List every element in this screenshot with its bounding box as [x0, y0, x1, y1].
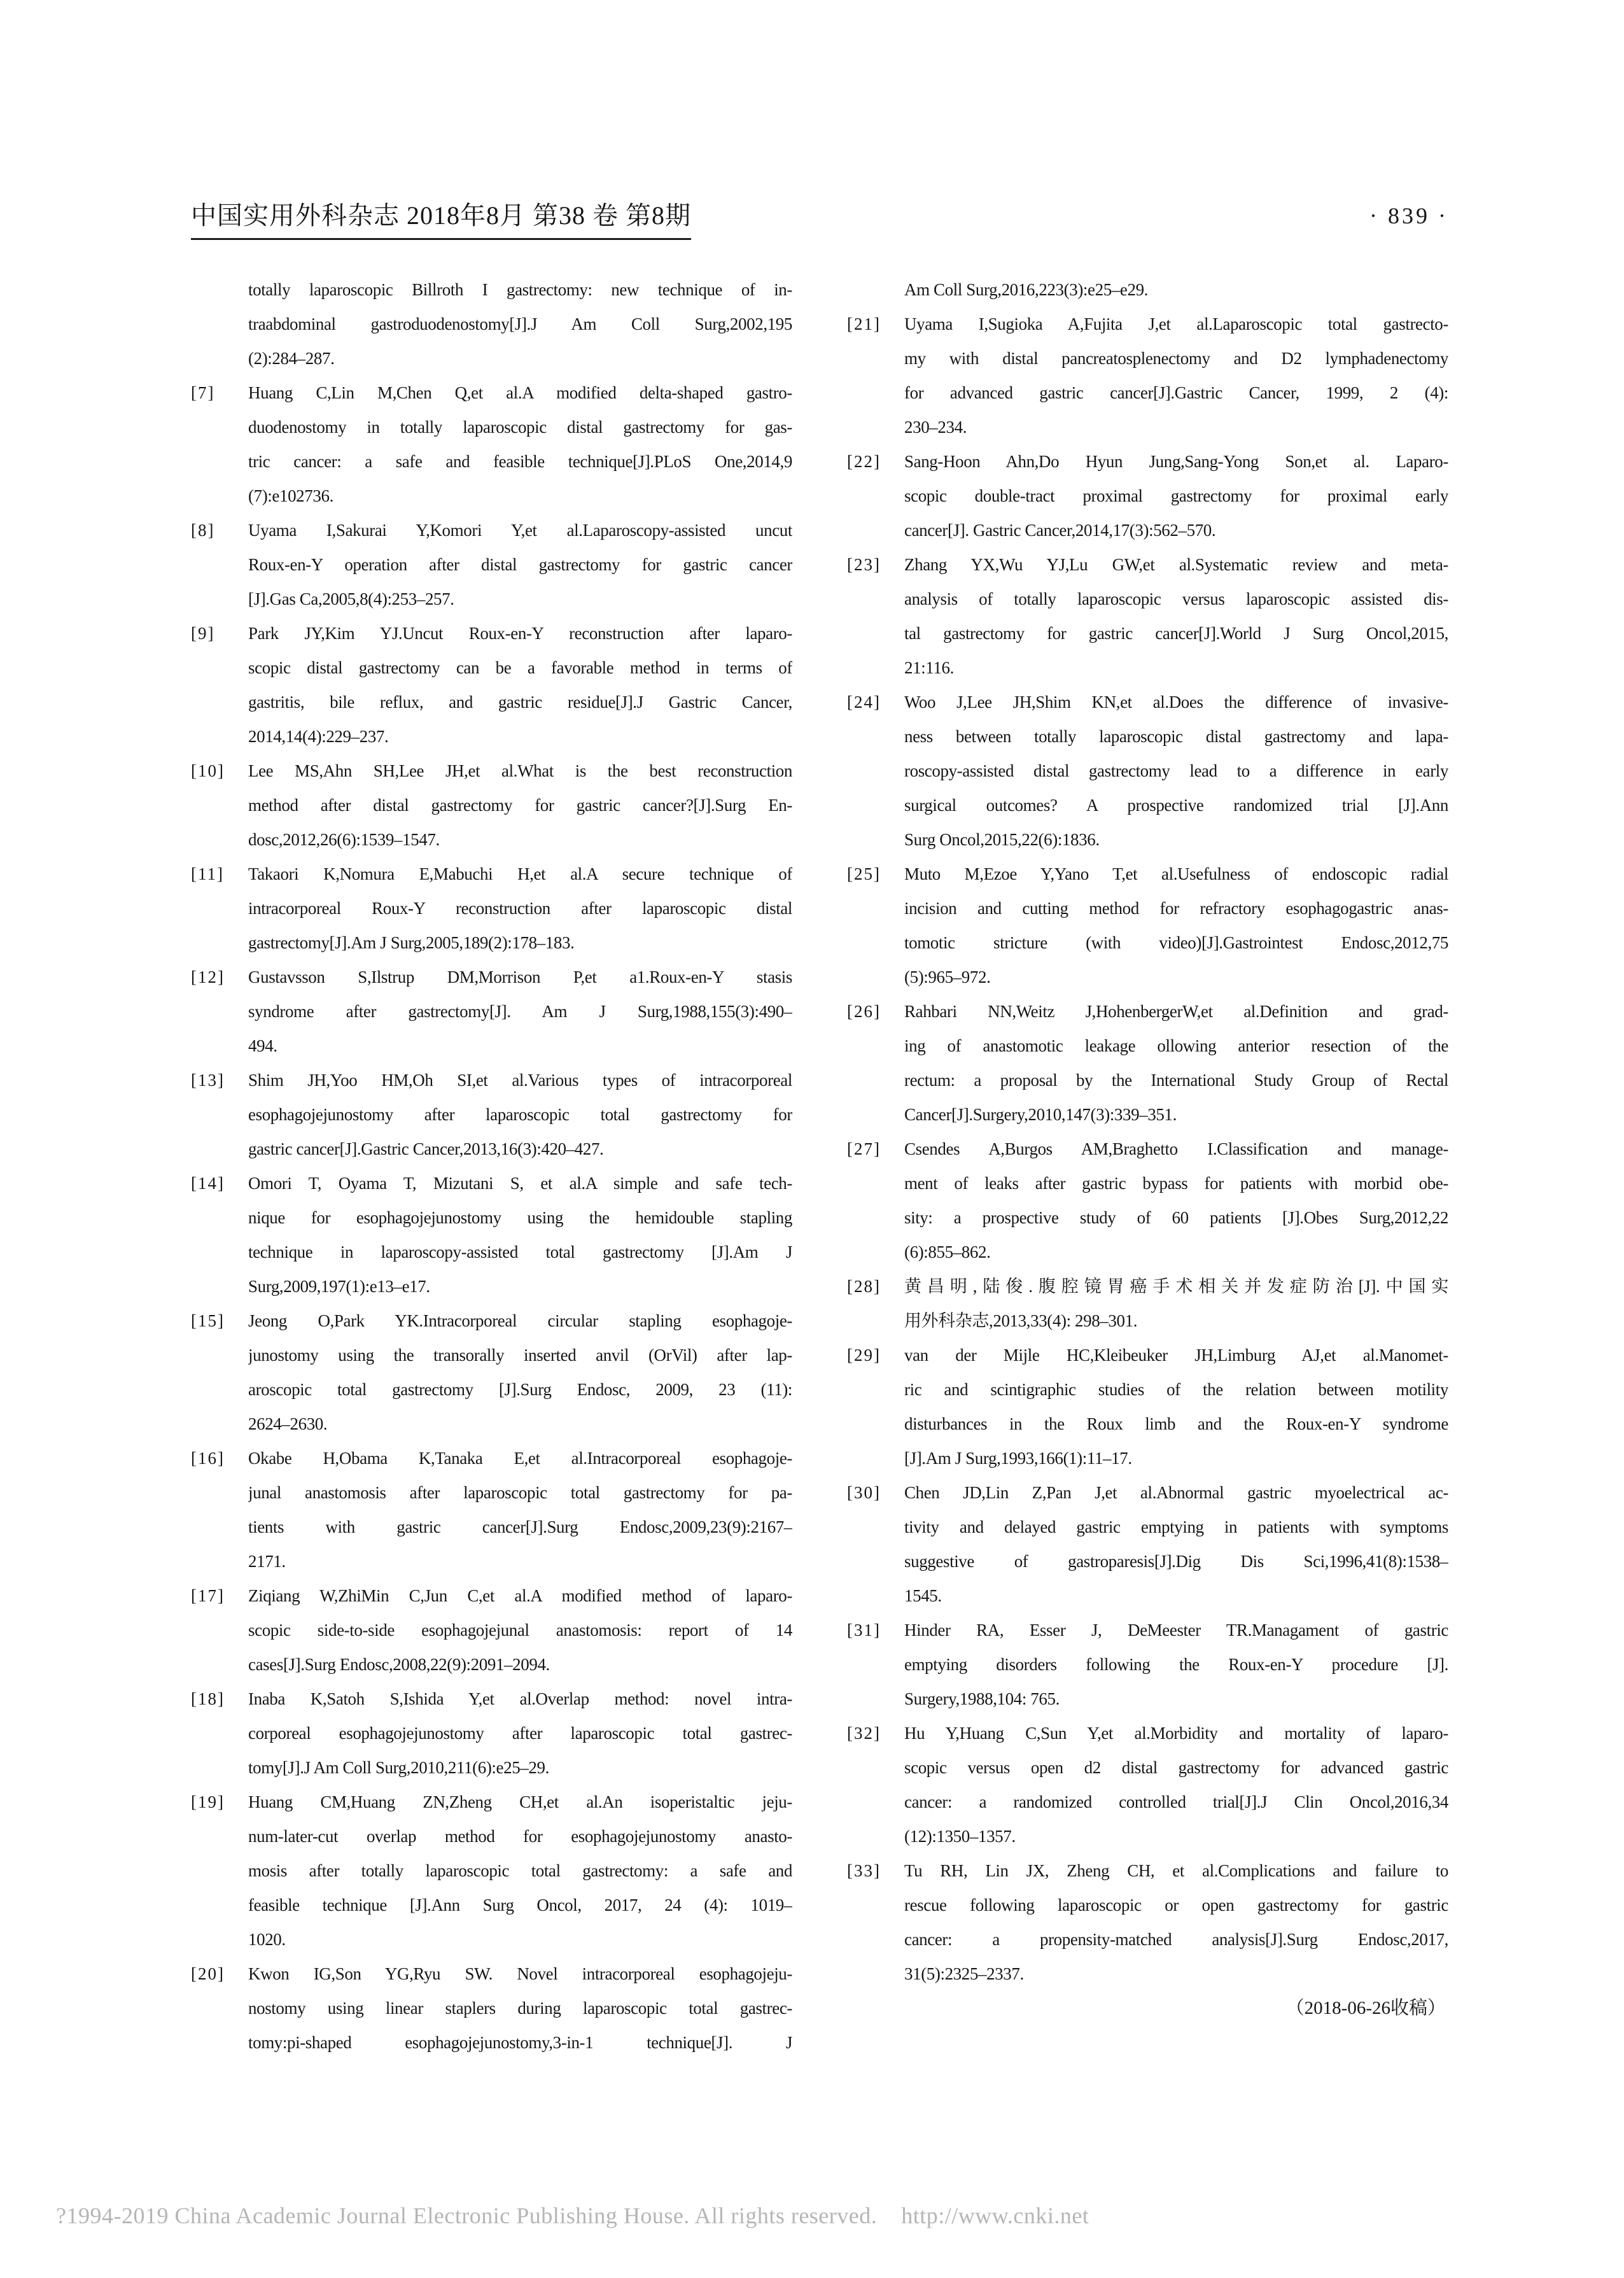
reference-item	[191, 1682, 792, 1785]
reference-number: [10]	[191, 761, 225, 780]
reference-line: syndrome after gastrectomy[J]. Am J Surg,1988,155(3):490–	[248, 1002, 792, 1021]
reference-line: ing of anastomotic leakage ollowing anterior resection of the	[904, 1036, 1448, 1055]
reference-number: [14]	[191, 1174, 225, 1193]
reference-line: intracorporeal Roux-Y reconstruction after laparoscopic distal	[248, 899, 792, 918]
reference-number: [27]	[847, 1139, 881, 1158]
reference-item	[191, 1063, 792, 1166]
reference-number: [24]	[847, 693, 881, 712]
reference-line: nique for esophagojejunostomy using the hemidouble stapling	[248, 1208, 792, 1227]
reference-item	[847, 1475, 1448, 1613]
reference-line: my with distal pancreatosplenectomy and D2 lymphadenectomy	[904, 349, 1448, 368]
reference-line: Park JY,Kim YJ.Uncut Roux-en-Y reconstruction after laparo-	[248, 624, 792, 643]
reference-line: totally laparoscopic Billroth I gastrectomy: new technique of in-	[248, 280, 792, 299]
reference-item	[847, 547, 1448, 685]
reference-line: junostomy using the transorally inserted anvil (OrVil) after lap-	[248, 1346, 792, 1365]
reference-line: Ziqiang W,ZhiMin C,Jun C,et al.A modified method of laparo-	[248, 1586, 792, 1605]
reference-line: Rahbari NN,Weitz J,HohenbergerW,et al.Definition and grad-	[904, 1002, 1448, 1021]
reference-number: [29]	[847, 1346, 881, 1365]
reference-line: Muto M,Ezoe Y,Yano T,et al.Usefulness of endoscopic radial	[904, 864, 1448, 883]
reference-line: technique in laparoscopy-assisted total gastrectomy [J].Am J	[248, 1242, 792, 1262]
reference-number: [31]	[847, 1621, 881, 1640]
reference-number: [22]	[847, 452, 881, 471]
reference-item	[847, 1338, 1448, 1475]
reference-line: analysis of totally laparoscopic versus laparoscopic assisted dis-	[904, 589, 1448, 608]
reference-number: [13]	[191, 1071, 225, 1090]
reference-line: [J].Gas Ca,2005,8(4):253–257.	[248, 589, 454, 608]
reference-line: (7):e102736.	[248, 486, 333, 505]
reference-item	[847, 1613, 1448, 1716]
reference-line: traabdominal gastroduodenostomy[J].J Am Coll Surg,2002,195	[248, 314, 792, 334]
reference-line: disturbances in the Roux limb and the Roux-en-Y syndrome	[904, 1414, 1448, 1433]
reference-line: 2171.	[248, 1552, 286, 1571]
reference-line: gastrectomy[J].Am J Surg,2005,189(2):178–183.	[248, 933, 575, 952]
reference-line: cases[J].Surg Endosc,2008,22(9):2091–2094.	[248, 1655, 550, 1674]
reference-line: num-later-cut overlap method for esophagojejunostomy anasto-	[248, 1827, 792, 1846]
page-number: · 839 ·	[1369, 203, 1448, 229]
reference-line: cancer: a propensity-matched analysis[J].Surg Endosc,2017,	[904, 1930, 1448, 1949]
reference-line: tivity and delayed gastric emptying in patients with symptoms	[904, 1517, 1448, 1536]
reference-line: Huang CM,Huang ZN,Zheng CH,et al.An isoperistaltic jeju-	[248, 1792, 792, 1811]
reference-item	[847, 1853, 1448, 1991]
reference-line: gastritis, bile reflux, and gastric residue[J].J Gastric Cancer,	[248, 693, 792, 712]
reference-item	[191, 616, 792, 754]
reference-item	[847, 994, 1448, 1132]
reference-item	[191, 754, 792, 857]
reference-line: tients with gastric cancer[J].Surg Endosc,2009,23(9):2167–	[248, 1517, 792, 1536]
reference-line: mosis after totally laparoscopic total gastrectomy: a safe and	[248, 1861, 792, 1880]
reference-line: scopic versus open d2 distal gastrectomy for advanced gastric	[904, 1758, 1448, 1777]
reference-line: 2624–2630.	[248, 1414, 328, 1433]
reference-line: method after distal gastrectomy for gastric cancer?[J].Surg En-	[248, 796, 792, 815]
reference-line: ness between totally laparoscopic distal gastrectomy and lapa-	[904, 727, 1448, 746]
reference-line: van der Mijle HC,Kleibeuker JH,Limburg AJ,et al.Manomet-	[904, 1346, 1448, 1365]
reference-line: scopic distal gastrectomy can be a favorable method in terms of	[248, 658, 792, 677]
reference-line: corporeal esophagojejunostomy after laparoscopic total gastrec-	[248, 1724, 792, 1743]
reference-line: emptying disorders following the Roux-en-Y procedure [J].	[904, 1655, 1448, 1674]
reference-line: roscopy-assisted distal gastrectomy lead to a difference in early	[904, 761, 1448, 780]
reference-item	[191, 513, 792, 616]
reference-number: [8]	[191, 521, 215, 540]
reference-line: tomy:pi-shaped esophagojejunostomy,3-in-1 technique[J]. J	[248, 2033, 792, 2052]
reference-line: Surgery,1988,104: 765.	[904, 1689, 1060, 1708]
reference-line: Inaba K,Satoh S,Ishida Y,et al.Overlap method: novel intra-	[248, 1689, 792, 1708]
reference-line: Surg Oncol,2015,22(6):1836.	[904, 830, 1100, 849]
reference-item	[847, 857, 1448, 994]
reference-item	[191, 1304, 792, 1441]
reference-line: Lee MS,Ahn SH,Lee JH,et al.What is the best reconstruction	[248, 761, 792, 780]
reference-line: Cancer[J].Surgery,2010,147(3):339–351.	[904, 1105, 1177, 1124]
reference-line: scopic side-to-side esophagojejunal anastomosis: report of 14	[248, 1621, 792, 1640]
reference-line: 黄昌明,陆俊.腹腔镜胃癌手术相关并发症防治[J].中国实	[904, 1277, 1448, 1296]
reference-line: Okabe H,Obama K,Tanaka E,et al.Intracorporeal esophagoje-	[248, 1449, 792, 1468]
reference-line: ment of leaks after gastric bypass for patients with morbid obe-	[904, 1174, 1448, 1193]
reference-line: tric cancer: a safe and feasible technique[J].PLoS One,2014,9	[248, 452, 792, 471]
reference-line: 2014,14(4):229–237.	[248, 727, 389, 746]
page-header	[191, 201, 1448, 240]
reference-number: [12]	[191, 967, 225, 987]
reference-number: [21]	[847, 314, 881, 334]
reference-line: Csendes A,Burgos AM,Braghetto I.Classification and manage-	[904, 1139, 1448, 1158]
reference-line: cancer: a randomized controlled trial[J].J Clin Oncol,2016,34	[904, 1792, 1448, 1811]
reference-item	[191, 1957, 792, 2060]
reference-item	[847, 1716, 1448, 1853]
reference-number: [26]	[847, 1002, 881, 1021]
received-date: （2018-06-26收稿）	[1285, 1998, 1446, 2018]
reference-item	[847, 307, 1448, 444]
reference-item	[847, 444, 1448, 547]
reference-line: duodenostomy in totally laparoscopic distal gastrectomy for gas-	[248, 418, 792, 437]
reference-line: Hinder RA, Esser J, DeMeester TR.Managament of gastric	[904, 1621, 1448, 1640]
reference-number: [17]	[191, 1586, 225, 1605]
reference-line: tomy[J].J Am Coll Surg,2010,211(6):e25–29.	[248, 1758, 549, 1777]
reference-number: [23]	[847, 555, 881, 574]
reference-line: scopic double-tract proximal gastrectomy for proximal early	[904, 486, 1448, 505]
reference-line: (12):1350–1357.	[904, 1827, 1016, 1846]
reference-item	[191, 376, 792, 513]
reference-item	[847, 272, 1448, 307]
reference-item	[847, 685, 1448, 857]
reference-number: [7]	[191, 383, 215, 402]
reference-number: [19]	[191, 1792, 225, 1811]
reference-line: Kwon IG,Son YG,Ryu SW. Novel intracorporeal esophagojeju-	[248, 1964, 792, 1983]
reference-line: rectum: a proposal by the International Study Group of Rectal	[904, 1071, 1448, 1090]
reference-item	[191, 960, 792, 1063]
reference-line: tomotic stricture (with video)[J].Gastrointest Endosc,2012,75	[904, 933, 1448, 952]
reference-line: surgical outcomes? A prospective randomized trial [J].Ann	[904, 796, 1448, 815]
reference-number: [16]	[191, 1449, 225, 1468]
reference-line: Takaori K,Nomura E,Mabuchi H,et al.A secure technique of	[248, 864, 792, 883]
reference-number: [20]	[191, 1964, 225, 1983]
reference-line: Omori T, Oyama T, Mizutani S, et al.A simple and safe tech-	[248, 1174, 792, 1193]
reference-item	[191, 1578, 792, 1682]
reference-line: Uyama I,Sakurai Y,Komori Y,et al.Laparoscopy-assisted uncut	[248, 521, 792, 540]
reference-line: gastric cancer[J].Gastric Cancer,2013,16(3):420–427.	[248, 1139, 604, 1158]
reference-line: aroscopic total gastrectomy [J].Surg Endosc, 2009, 23 (11):	[248, 1380, 792, 1399]
reference-line: junal anastomosis after laparoscopic total gastrectomy for pa-	[248, 1483, 792, 1502]
journal-issue-line: 中国实用外科杂志 2018年8月 第38 卷 第8期	[191, 201, 691, 240]
references-section	[191, 272, 1448, 2060]
reference-line: Am Coll Surg,2016,223(3):e25–e29.	[904, 280, 1149, 299]
reference-line: 230–234.	[904, 418, 967, 437]
reference-line: Hu Y,Huang C,Sun Y,et al.Morbidity and mortality of laparo-	[904, 1724, 1448, 1743]
reference-line: 494.	[248, 1036, 277, 1055]
reference-line: 31(5):2325–2337.	[904, 1964, 1024, 1983]
reference-number: [30]	[847, 1483, 881, 1502]
reference-line: rescue following laparoscopic or open gastrectomy for gastric	[904, 1895, 1448, 1915]
reference-line: Shim JH,Yoo HM,Oh SI,et al.Various types of intracorporeal	[248, 1071, 792, 1090]
reference-line: esophagojejunostomy after laparoscopic total gastrectomy for	[248, 1105, 792, 1124]
reference-line: Chen JD,Lin Z,Pan J,et al.Abnormal gastric myoelectrical ac-	[904, 1483, 1448, 1502]
reference-line: (5):965–972.	[904, 967, 991, 987]
reference-line: Zhang YX,Wu YJ,Lu GW,et al.Systematic review and meta-	[904, 555, 1448, 574]
reference-line: nostomy using linear staplers during laparoscopic total gastrec-	[248, 1999, 792, 2018]
reference-line: suggestive of gastroparesis[J].Dig Dis Sci,1996,41(8):1538–	[904, 1552, 1448, 1571]
reference-number: [28]	[847, 1277, 881, 1296]
reference-line: Gustavsson S,Ilstrup DM,Morrison P,et a1.Roux-en-Y stasis	[248, 967, 792, 987]
reference-line: Roux-en-Y operation after distal gastrectomy for gastric cancer	[248, 555, 792, 574]
reference-item	[191, 272, 792, 376]
reference-line: 1545.	[904, 1586, 942, 1605]
reference-number: [33]	[847, 1861, 881, 1880]
reference-line: (2):284–287.	[248, 349, 335, 368]
reference-line: [J].Am J Surg,1993,166(1):11–17.	[904, 1449, 1132, 1468]
references-column-left	[191, 272, 792, 2060]
reference-item	[847, 1132, 1448, 1269]
reference-line: incision and cutting method for refractory esophagogastric anas-	[904, 899, 1448, 918]
reference-line: cancer[J]. Gastric Cancer,2014,17(3):562–570.	[904, 521, 1216, 540]
reference-item	[191, 1441, 792, 1578]
reference-line: tal gastrectomy for gastric cancer[J].World J Surg Oncol,2015,	[904, 624, 1448, 643]
reference-line: Sang-Hoon Ahn,Do Hyun Jung,Sang-Yong Son,et al. Laparo-	[904, 452, 1448, 471]
reference-item	[191, 1785, 792, 1957]
reference-line: for advanced gastric cancer[J].Gastric Cancer, 1999, 2 (4):	[904, 383, 1448, 402]
references-column-right	[847, 272, 1448, 2060]
reference-line: 用外科杂志,2013,33(4): 298–301.	[904, 1311, 1138, 1330]
reference-line: 21:116.	[904, 658, 954, 677]
reference-line: dosc,2012,26(6):1539–1547.	[248, 830, 440, 849]
reference-number: [9]	[191, 624, 215, 643]
reference-line: Uyama I,Sugioka A,Fujita J,et al.Laparoscopic total gastrecto-	[904, 314, 1448, 334]
reference-line: ric and scintigraphic studies of the relation between motility	[904, 1380, 1448, 1399]
reference-line: (6):855–862.	[904, 1242, 991, 1262]
reference-line: Surg,2009,197(1):e13–e17.	[248, 1277, 430, 1296]
reference-line: 1020.	[248, 1930, 286, 1949]
reference-line: Woo J,Lee JH,Shim KN,et al.Does the difference of invasive-	[904, 693, 1448, 712]
reference-number: [32]	[847, 1724, 881, 1743]
reference-line: feasible technique [J].Ann Surg Oncol, 2017, 24 (4): 1019–	[248, 1895, 792, 1915]
reference-line: sity: a prospective study of 60 patients [J].Obes Surg,2012,22	[904, 1208, 1448, 1227]
reference-line: Jeong O,Park YK.Intracorporeal circular stapling esophagoje-	[248, 1311, 792, 1330]
reference-number: [15]	[191, 1311, 225, 1330]
reference-number: [11]	[191, 864, 224, 883]
reference-number: [25]	[847, 864, 881, 883]
reference-item	[191, 857, 792, 960]
reference-line: Huang C,Lin M,Chen Q,et al.A modified delta-shaped gastro-	[248, 383, 792, 402]
copyright-footer: ?1994-2019 China Academic Journal Electronic Publishing House. All rights reserved. http://www.cnki.net	[56, 2203, 1089, 2228]
reference-item	[847, 1269, 1448, 1338]
reference-number: [18]	[191, 1689, 225, 1708]
reference-line: Tu RH, Lin JX, Zheng CH, et al.Complications and failure to	[904, 1861, 1448, 1880]
reference-item	[191, 1166, 792, 1304]
